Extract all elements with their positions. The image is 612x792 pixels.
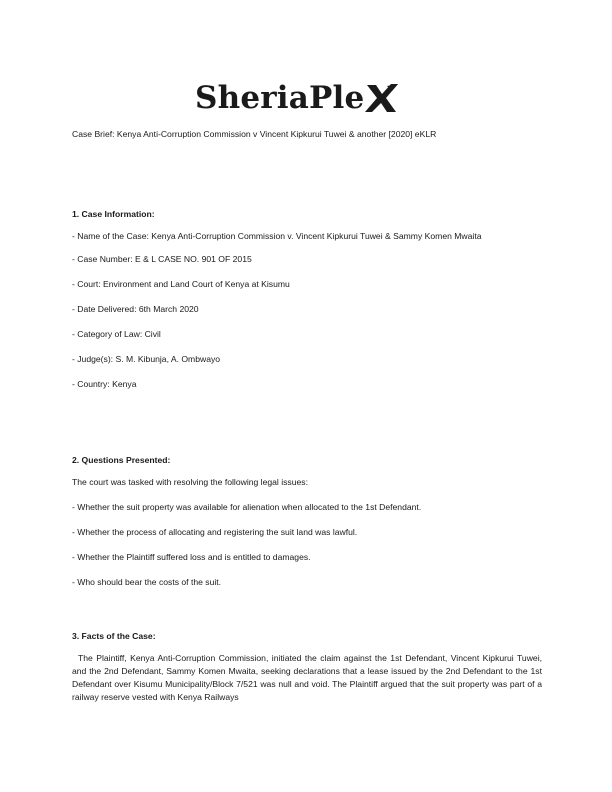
case-number-item: - Case Number: E & L CASE NO. 901 OF 2015 — [72, 254, 252, 264]
section-heading: 1. Case Information: — [72, 209, 155, 219]
date-delivered-item: - Date Delivered: 6th March 2020 — [72, 304, 199, 314]
question-item: - Whether the Plaintiff suffered loss and is entitled to damages. — [72, 552, 311, 562]
question-item: - Whether the suit property was available for alienation when allocated to the 1st Defendant. — [72, 502, 422, 512]
questions-intro: The court was tasked with resolving the following legal issues: — [72, 477, 308, 487]
sheriaplex-logo — [195, 76, 399, 120]
section-heading: 2. Questions Presented: — [72, 455, 171, 465]
country-item: - Country: Kenya — [72, 379, 137, 389]
court-item: - Court: Environment and Land Court of Kenya at Kisumu — [72, 279, 290, 289]
question-item: - Whether the process of allocating and registering the suit land was lawful. — [72, 527, 358, 537]
logo-wordmark: SheriaPle — [195, 79, 365, 116]
section-heading: 3. Facts of the Case: — [72, 631, 156, 641]
category-item: - Category of Law: Civil — [72, 329, 161, 339]
question-item: - Who should bear the costs of the suit. — [72, 577, 222, 587]
facts-paragraph: The Plaintiff, Kenya Anti-Corruption Commission, initiated the claim against the 1st Defendant, Vincent Kipkurui Tuwei, and the 2nd Defendant, Sammy Komen Mwaita, seeking declarations that a lease issued by the 2nd Defendant to the 1st Defendant over Kisumu Municipality/Block 7/521 was null and void. The Plaintiff argued that the suit property was part of a railway reserve vested with Kenya Railways — [72, 653, 542, 702]
judges-item: - Judge(s): S. M. Kibunja, A. Ombwayo — [72, 354, 221, 364]
case-brief-title: Case Brief: Kenya Anti-Corruption Commission v Vincent Kipkurui Tuwei & another [2020] eKLR — [72, 129, 437, 139]
questions-presented-section — [72, 454, 542, 589]
logo-x-mark — [365, 83, 399, 113]
facts-section — [72, 630, 542, 704]
case-name-item: - Name of the Case: Kenya Anti-Corruption Commission v. Vincent Kipkurui Tuwei & Sammy Komen Mwaita — [72, 231, 482, 241]
case-information-section — [72, 208, 542, 391]
